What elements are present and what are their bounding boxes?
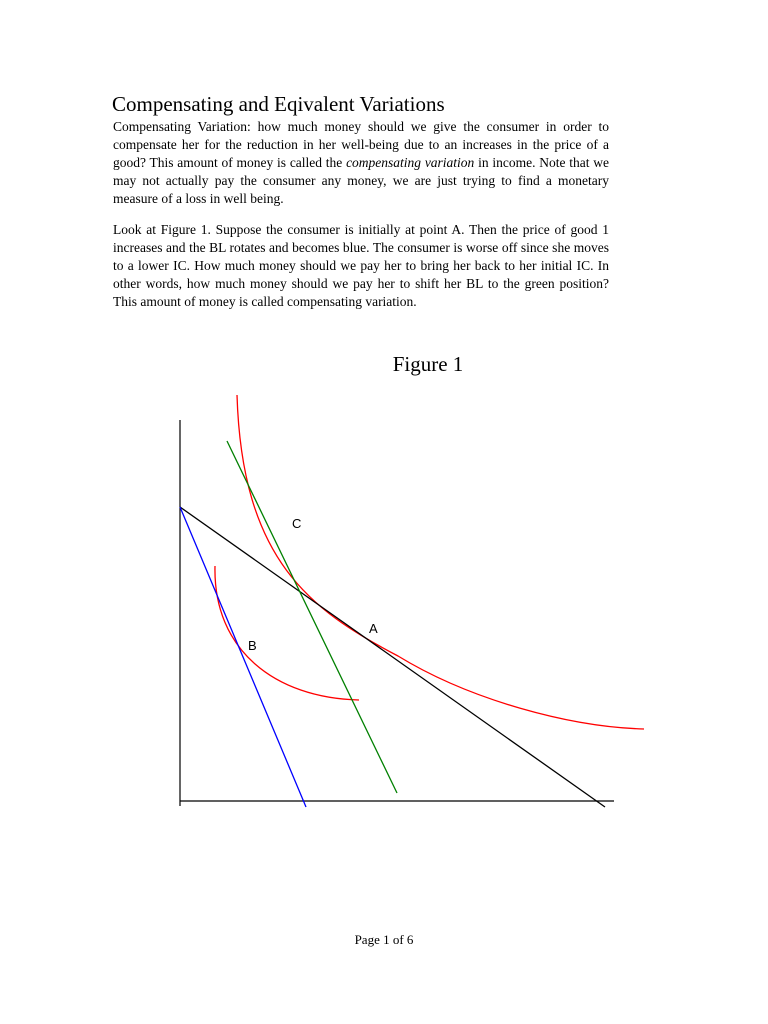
label-point-b: B: [248, 638, 257, 653]
indifference-curve-low: [215, 566, 359, 700]
indifference-curve-high: [237, 395, 644, 729]
paragraph1-text-after: in income. Note that we may not actually pay the consumer any money, we are just trying to find a monetary measure of a loss in well being.: [113, 155, 609, 206]
budget-line-compensated: [227, 441, 397, 793]
figure-title: Figure 1: [392, 352, 464, 376]
page-title: Compensating and Eqivalent Variations: [112, 92, 445, 116]
paragraph-figure-explanation: Look at Figure 1. Suppose the consumer is initially at point A. Then the price of good 1 increases and the BL rotates and becomes blue. The consumer is worse off since she moves to a lower IC. How much money should we pay her to bring her back to her initial IC. In other words, how much money should we pay her to shift her BL to the green position? This amount of money is called compensating variation.: [113, 222, 609, 309]
paragraph1-emphasis: compensating variation: [346, 155, 475, 170]
budget-line-initial: [180, 507, 605, 807]
label-point-c: C: [292, 516, 302, 531]
paragraph1-text-before: Compensating Variation: how much money should we give the consumer in order to compensate her for the reduction in her well-being due to an increases in the price of a good? This amount of money is called the: [113, 119, 609, 170]
label-point-a: A: [369, 621, 378, 636]
page-number: Page 1 of 6: [354, 932, 414, 947]
